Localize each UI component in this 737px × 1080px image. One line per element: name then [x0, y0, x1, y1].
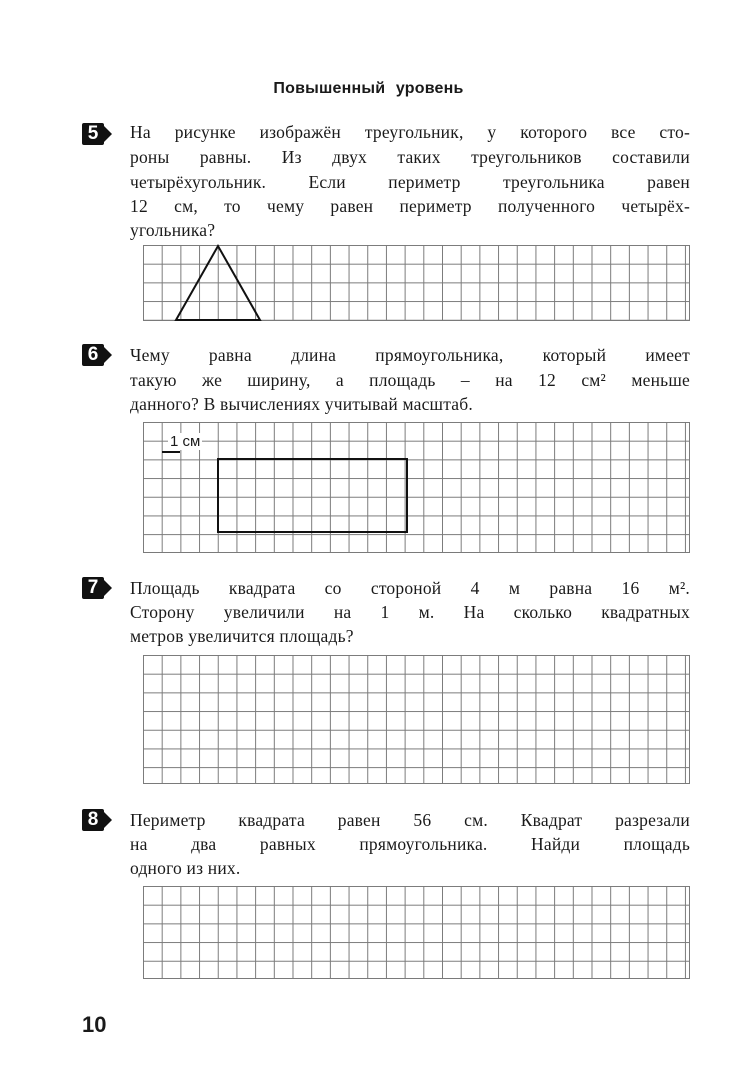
- task-number-badge: [82, 577, 108, 601]
- task-text-line: Площадь квадрата со стороной 4 м равна 16 м².: [130, 578, 690, 598]
- task-text-line: На рисунке изображён треугольник, у которого все сто-: [130, 122, 690, 142]
- task-number-badge: [82, 809, 108, 833]
- scale-label: 1 см: [170, 433, 201, 450]
- page-number: 10: [82, 1012, 107, 1037]
- task-text-line: одного из них.: [130, 858, 241, 878]
- answer-grid[interactable]: [143, 655, 690, 784]
- task-text-line: данного? В вычислениях учитывай масштаб.: [130, 394, 473, 414]
- task-text-line: на два равных прямоугольника. Найди площадь: [130, 834, 690, 854]
- task-text-line: метров увеличится площадь?: [130, 626, 354, 646]
- task-text-line: 12 см, то чему равен периметр полученного четырёх-: [130, 196, 690, 216]
- section-heading: Повышенный уровень: [273, 80, 464, 97]
- task-number: 8: [82, 809, 104, 831]
- chevron-icon: [104, 812, 112, 828]
- task-text-line: Периметр квадрата равен 56 см. Квадрат разрезали: [130, 810, 690, 830]
- task-text-line: угольника?: [130, 220, 216, 240]
- task-text-line: четырёхугольник. Если периметр треугольника равен: [130, 172, 690, 192]
- task-text-line: Чему равна длина прямоугольника, который имеет: [130, 345, 690, 365]
- answer-grid[interactable]: [143, 886, 690, 979]
- task-text-line: роны равны. Из двух таких треугольников составили: [130, 147, 690, 167]
- task-number: 7: [82, 577, 104, 599]
- task-text-line: Сторону увеличили на 1 м. На сколько квадратных: [130, 602, 690, 622]
- task-text-line: такую же ширину, а площадь – на 12 см² меньше: [130, 370, 690, 390]
- task-number: 5: [82, 123, 104, 145]
- task-number: 6: [82, 344, 104, 366]
- chevron-icon: [104, 580, 112, 596]
